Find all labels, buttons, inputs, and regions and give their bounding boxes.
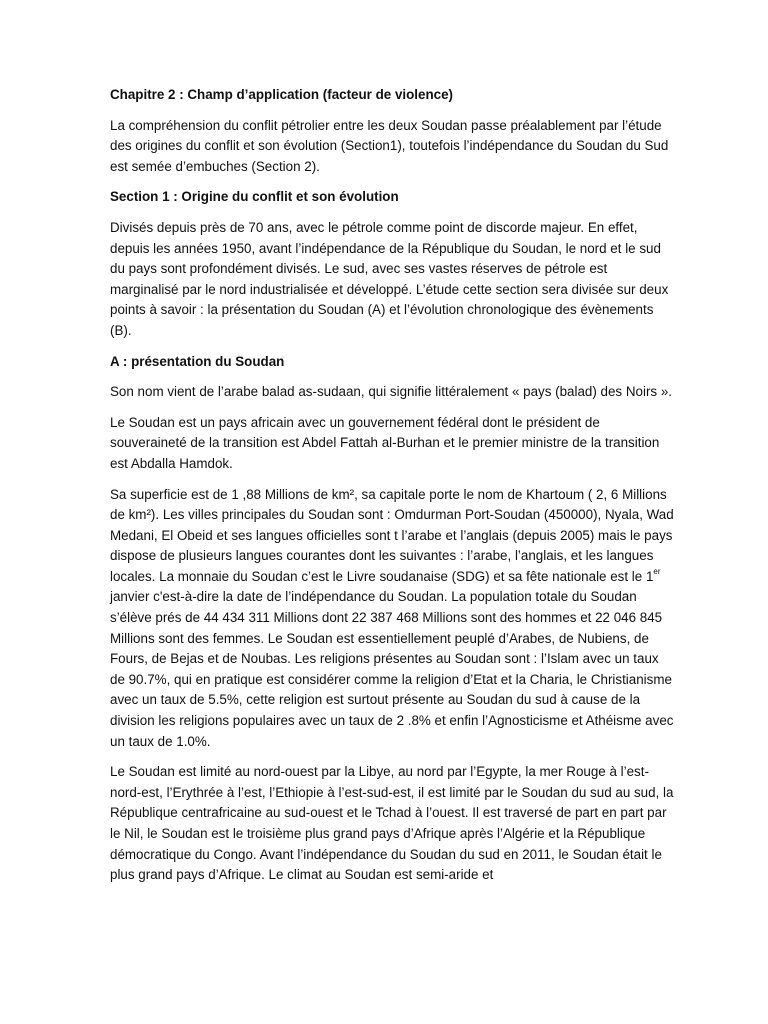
chapter-title: Chapitre 2 : Champ d’application (facteur de violence) bbox=[110, 87, 454, 102]
borders-paragraph: Le Soudan est limité au nord-ouest par la Libye, au nord par l’Egypte, la mer Rouge à l’est-nord-est, l’Erythrée à l’est, l’Ethiopie à l’est-sud-est, il est limité par le Soudan du sud au sud, la République centrafricaine au sud-ouest et le Tchad à l’ouest. Il est traversé de part en part par le Nil, le Soudan est le troisième plus grand pays d’Afrique après l’Algérie et la République démocratique du Congo. Avant l’indépendance du Soudan du sud en 2011, le Soudan était le plus grand pays d’Afrique. Le climat au Soudan est semi-aride et bbox=[110, 764, 674, 883]
ordinal-superscript: er bbox=[653, 567, 661, 577]
geography-text-part-1: Sa superficie est de 1 ,88 Millions de km², sa capitale porte le nom de Khartoum ( 2, 6 Millions de km²). Les villes principales du Soudan sont : Omdurman Port-Soudan (450000), Nyala, Wad Medani, El Obeid et ses langues officielles sont t l’arabe et l’anglais (depuis 2005) mais le pays dispose de plusieurs langues courantes dont les suivantes : l’arabe, l’anglais, et les langues locales. La monnaie du Soudan c’est le Livre soudanaise (SDG) et sa fête nationale est le 1 bbox=[110, 486, 674, 584]
government-paragraph: Le Soudan est un pays africain avec un gouvernement fédéral dont le président de souveraineté de la transition est Abdel Fattah al-Burhan et le premier ministre de la transition est Abdalla Hamdok. bbox=[110, 414, 660, 471]
section-1-title: Section 1 : Origine du conflit et son évolution bbox=[110, 189, 399, 205]
document-page bbox=[110, 85, 676, 896]
geography-text-part-2: janvier c'est-à-dire la date de l’indépendance du Soudan. La population totale du Soudan s’élève prés de 44 434 311 Millions dont 22 387 468 Millions sont des hommes et 22 046 845 Millions sont des femmes. Le Soudan est essentiellement peuplé d’Arabes, de Nubiens, de Fours, de Bejas et de Noubas. Les religions présentes au Soudan sont : l’Islam avec un taux de 90.7%, qui en pratique est considérer comme la religion d’Etat et la Charia, le Christianisme avec un taux de 5.5%, cette religion est surtout présente au Soudan du sud à cause de la division les religions populaires avec un taux de 2 .8% et enfin l’Agnosticisme et Athéisme avec un taux de 1.0%. bbox=[110, 589, 674, 749]
geography-paragraph bbox=[110, 485, 676, 753]
subsection-a-title: A : présentation du Soudan bbox=[110, 353, 285, 369]
section-1-paragraph: Divisés depuis près de 70 ans, avec le pétrole comme point de discorde majeur. En effet, depuis les années 1950, avant l’indépendance de la République du Soudan, le nord et le sud du pays sont profondément divisés. Le sud, avec ses vastes réserves de pétrole est marginalisé par le nord industrialisée et développé. L’étude cette section sera divisée sur deux points à savoir : la présentation du Soudan (A) et l’évolution chronologique des évènements (B). bbox=[110, 219, 669, 338]
intro-paragraph: La compréhension du conflit pétrolier entre les deux Soudan passe préalablement par l’étude des origines du conflit et son évolution (Section1), toutefois l’indépendance du Soudan du Sud est semée d’embuches (Section 2). bbox=[110, 117, 669, 174]
name-origin-paragraph: Son nom vient de l’arabe balad as-sudaan, qui signifie littéralement « pays (balad) des Noirs ». bbox=[110, 384, 672, 400]
